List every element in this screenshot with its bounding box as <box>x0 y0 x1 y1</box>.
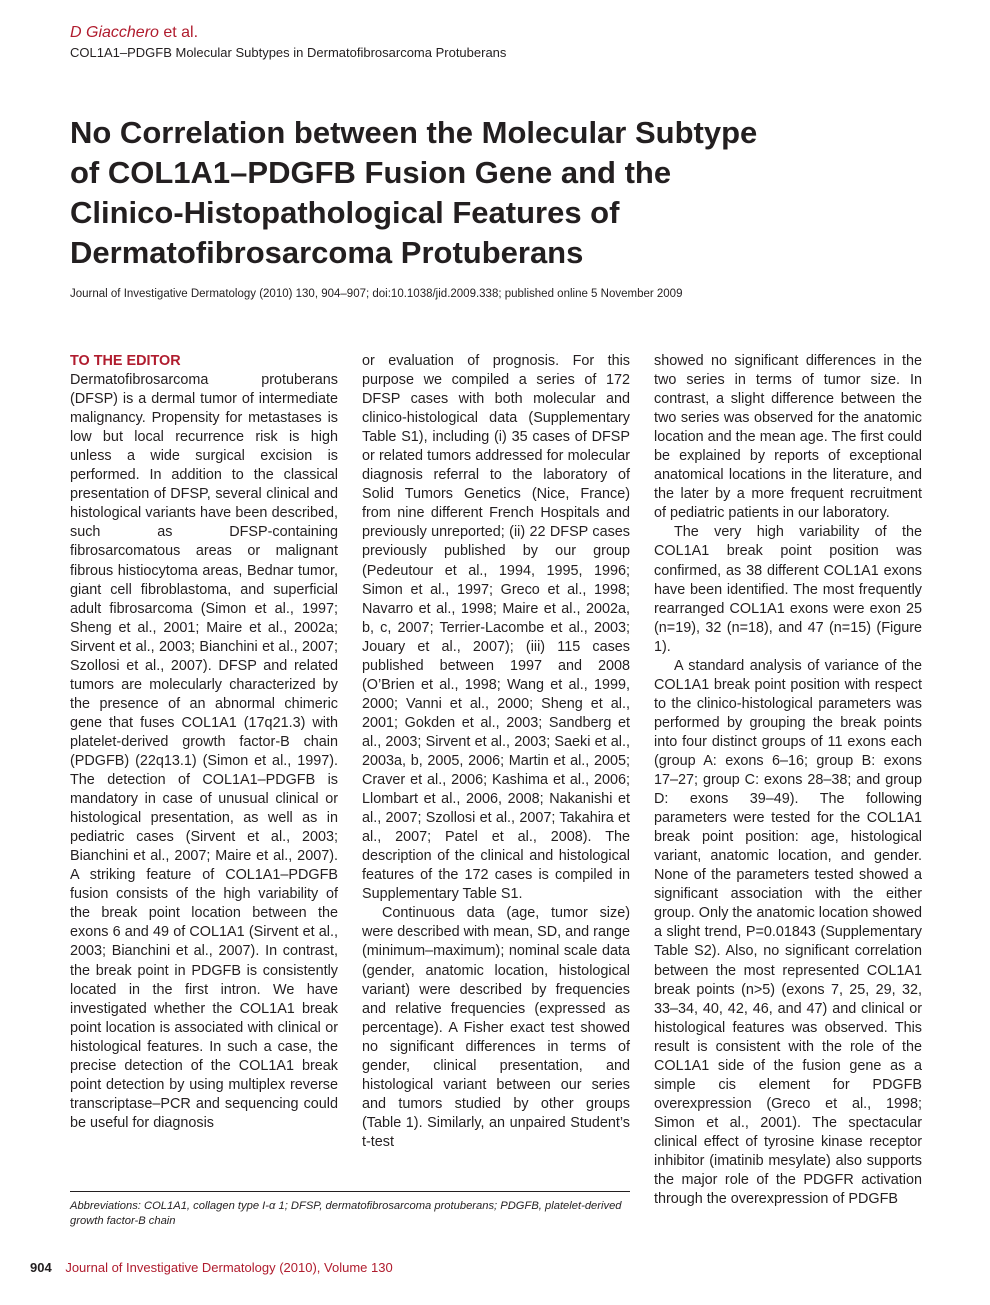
paragraph: The very high variability of the COL1A1 break point position was confirmed, as 38 different COL1A1 exons have been identified. The most frequently rearranged COL1A1 exons were exon 25 (n=19), 32 (n=18), and 47 (n=15) (Figure 1). <box>654 524 922 655</box>
paragraph: or evaluation of prognosis. For this purpose we compiled a series of 172 DFSP cases with both molecular and clinico-histological data (Supplementary Table S1), including (i) 35 cases of DFSP or related tumors addressed for molecular diagnosis referral to the laboratory of Solid Tumors Genetics (Nice, France) from nine different French Hospitals and previously unreported; (ii) 22 DFSP cases previously published by our group (Pedeutour et al., 1994, 1995, 1996; Simon et al., 1997; Greco et al., 1998; Navarro et al., 1998; Maire et al., 2002a, b, c, 2007; Terrier-Lacombe et al., 2003; Jouary et al., 2007); (iii) 115 cases published between 1997 and 2008 (O’Brien et al., 1998; Wang et al., 1999, 2000; Vanni et al., 2000; Sheng et al., 2001; Gokden et al., 2003; Sandberg et al., 2003; Sirvent et al., 2003; Saeki et al., 2003a, b, 2005, 2006; Martin et al., 2005; Craver et al., 2006; Kashima et al., 2006; Llombart et al., 2006, 2008; Nakanishi et al., 2007; Szollosi et al., 2007; Takahira et al., 2007; Patel et al., 2008). The description of the clinical and histological features of the 172 cases is compiled in Supplementary Table S1. <box>362 353 630 903</box>
abbreviations-footnote: Abbreviations: COL1A1, collagen type I-α 1; DFSP, dermatofibrosarcoma protuberans; PDGFB, platelet-derived growth factor-B chain <box>70 1200 622 1227</box>
paragraph: Continuous data (age, tumor size) were described with mean, SD, and range (minimum–maximum); nominal scale data (gender, anatomic location, histological variant) were described by frequencies and relative frequencies (expressed as percentage). A Fisher exact test showed no significant differences in terms of gender, clinical presentation, and histological variant between our series and tumors studied by other groups (Table 1). Similarly, an unpaired Student’s t-test <box>362 905 630 1150</box>
title-line-2: of COL1A1–PDGFB Fusion Gene and the <box>70 155 672 190</box>
paragraph: showed no significant differences in the two series in terms of tumor size. In contrast, a slight difference between the two series was observed for the anatomic location and the mean age. The first could be explained by reports of exceptional anatomical locations in the literature, and the later by a more frequent recruitment of pediatric patients in our laboratory. <box>654 353 922 522</box>
running-header-title: COL1A1–PDGFB Molecular Subtypes in Dermatofibrosarcoma Protuberans <box>70 45 507 60</box>
page-number: 904 <box>30 1260 52 1275</box>
paragraph: Dermatofibrosarcoma protuberans (DFSP) is a dermal tumor of intermediate malignancy. Propensity for metastases is low but local recurrence risk is high unless a wide surgical excision is performed. In addition to the classical presentation of DFSP, several clinical and histological variants have been described, such as DFSP-containing fibrosarcomatous areas or malignant fibrous histiocytoma areas, Bednar tumor, giant cell fibroblastoma, and superficial adult fibrosarcoma (Simon et al., 1997; Sheng et al., 2001; Maire et al., 2002a; Sirvent et al., 2003; Bianchini et al., 2007; Szollosi et al., 2007). DFSP and related tumors are molecularly characterized by the presence of an abnormal chimeric gene that fuses COL1A1 (17q21.3) with platelet-derived growth factor-B chain (PDGFB) (22q13.1) (Simon et al., 1997). The detection of COL1A1–PDGFB is mandatory in case of unusual clinical or histological presentation, as well as in pediatric cases (Sirvent et al., 2003; Bianchini et al., 2007; Maire et al., 2007). A striking feature of COL1A1–PDGFB fusion consists of the high variability of the break point location between the exons 6 and 49 of COL1A1 (Sirvent et al., 2003; Bianchini et al., 2007). In contrast, the break point in PDGFB is consistently located in the first intron. We have investigated whether the COL1A1 break point location is associated with clinical or histological features. In such a case, the precise detection of the COL1A1 break point detection by using multiplex reverse transcriptase–PCR and sequencing could be useful for diagnosis <box>70 372 338 1131</box>
body-column-1 <box>70 352 338 1133</box>
page-footer <box>30 1260 393 1275</box>
title-line-3: Clinico-Histopathological Features of <box>70 195 620 230</box>
paragraph: A standard analysis of variance of the COL1A1 break point position with respect to the clinico-histological parameters was performed by grouping the break points into four distinct groups of 11 exons each (group A: exons 6–16; group B: exons 17–27; group C: exons 28–38; and group D: exons 39–49). The following parameters were tested for the COL1A1 break point position: age, histological variant, anatomic location, and gender. None of the parameters tested showed a significant association with the either group. Only the anatomic location showed a slight trend, P=0.01843 (Supplementary Table S2). Also, no significant correlation between the most represented COL1A1 break points (n>5) (exons 7, 25, 29, 32, 33–34, 40, 42, 46, and 47) and clinical or histological features was observed. This result is consistent with the role of the COL1A1 side of the fusion gene as a simple cis element for PDGFB overexpression (Greco et al., 1998; Simon et al., 2001). The spectacular clinical effect of tyrosine kinase receptor inhibitor (imatinib mesylate) also supports the major role of the PDGFR activation through the overexpression of PDGFB <box>654 657 922 1208</box>
footnote-divider <box>70 1191 630 1192</box>
author-suffix: et al. <box>158 24 199 41</box>
author-name: D Giacchero <box>70 24 159 41</box>
article-title <box>70 113 830 273</box>
citation-line: Journal of Investigative Dermatology (2010) 130, 904–907; doi:10.1038/jid.2009.338; published online 5 November 2009 <box>70 288 683 300</box>
title-line-1: No Correlation between the Molecular Subtype <box>70 115 758 150</box>
section-heading: TO THE EDITOR <box>70 353 181 369</box>
running-header-authors <box>70 24 198 42</box>
body-column-2 <box>362 352 630 1152</box>
footer-journal: Journal of Investigative Dermatology (2010), Volume 130 <box>65 1260 393 1275</box>
body-column-3 <box>654 352 922 1209</box>
title-line-4: Dermatofibrosarcoma Protuberans <box>70 235 584 270</box>
